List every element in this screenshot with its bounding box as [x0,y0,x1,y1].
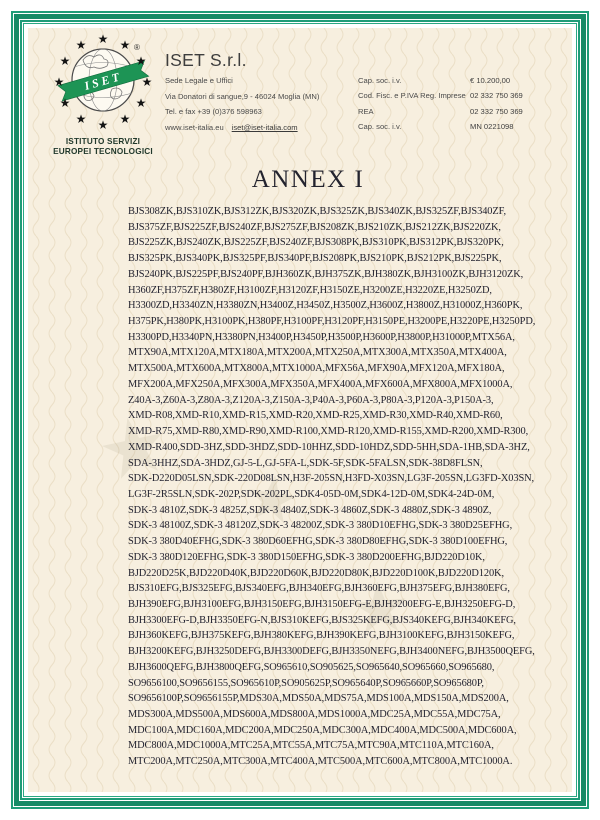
svg-text:★: ★ [75,38,87,52]
address-block [165,76,319,123]
code-line: BJS375ZF,BJS225ZF,BJS240ZF,BJS275ZF,BJS208ZK,BJS210ZK,BJS212ZK,BJS220ZK, [128,221,501,233]
code-line: Z40A-3,Z60A-3,Z80A-3,Z120A-3,Z150A-3,P40A-3,P60A-3,P80A-3,P120A-3,P150A-3, [128,394,494,406]
code-line: SDK-3 48100Z,SDK-3 48120Z,SDK-3 48200Z,SDK-3 380D10EFHG,SDK-3 380D25EFHG, [128,520,513,532]
code-line: XMD-R08,XMD-R10,XMD-R15,XMD-R20,XMD-R25,XMD-R30,XMD-R40,XMD-R60, [128,410,503,422]
code-line: BJS310EFG,BJS325EFG,BJS340EFG,BJH340EFG,BJH360EFG,BJH375EFG,BJH380EFG, [128,583,510,595]
code-line: BJH3600QEFG,BJH3800QEFG,SO965610,SO905625,SO965640,SO965660,SO965680, [128,661,495,673]
web-contact-row [165,123,298,139]
code-line: BJH3300EFG-D,BJH3350EFG-N,BJS310KEFG,BJS325KEFG,BJS340KEFG,BJH340KEFG, [128,614,516,626]
code-line: BJS325PK,BJS340PK,BJS325PF,BJS340PF,BJS208PK,BJS210PK,BJS212PK,BJS225PK, [128,253,502,265]
svg-text:★: ★ [119,112,131,126]
svg-text:★: ★ [59,54,71,68]
svg-text:★: ★ [59,96,71,110]
code-line: MTX90A,MTX120A,MTX180A,MTX200A,MTX250A,MTX300A,MTX350A,MTX400A, [128,347,507,359]
paper-area [28,28,572,792]
code-line: MDS300A,MDS500A,MDS600A,MDS800A,MDS1000A,MDC25A,MDC55A,MDC75A, [128,709,501,720]
registry-value: MN 0221098 [470,122,514,132]
annex-code-list [128,206,572,772]
registry-row [358,107,568,122]
registry-value: 02 332 750 369 [470,91,523,101]
code-line: MTX500A,MTX600A,MTX800A,MTX1000A,MFX56A,MFX90A,MFX120A,MFX180A, [128,363,505,375]
svg-text:★: ★ [75,112,87,126]
address-line: Tel. e fax +39 (0)376 598963 [165,107,262,117]
svg-text:★: ★ [119,38,131,52]
code-line: BJS240PK,BJS225PF,BJS240PF,BJH360ZK,BJH375ZK,BJH380ZK,BJH3100ZK,BJH3120ZK, [128,268,524,280]
logo-caption-line1: ISTITUTO SERVIZI [65,137,141,146]
code-line: BJS225ZK,BJS240ZK,BJS225ZF,BJS240ZF,BJS308PK,BJS310PK,BJS312PK,BJS320PK, [128,237,504,249]
code-line: XMD-R400,SDD-3HZ,SDD-3HDZ,SDD-10HHZ,SDD-10HDZ,SDD-5HH,SDA-1HB,SDA-3HZ, [128,441,530,453]
registry-row [358,76,568,91]
code-line: BJH360KEFG,BJH375KEFG,BJH380KEFG,BJH390KEFG,BJH3100KEFG,BJH3150KEFG, [128,630,515,642]
code-line: SO9656100P,SO9656155P,MDS30A,MDS50A,MDS75A,MDS100A,MDS150A,MDS200A, [128,693,509,705]
registered-mark: ® [134,43,140,52]
registry-table [358,76,568,138]
code-line: SDK-3 4810Z,SDK-3 4825Z,SDK-3 4840Z,SDK-3 4860Z,SDK-3 4880Z,SDK-3 4890Z, [128,504,492,516]
code-line: BJS308ZK,BJS310ZK,BJS312ZK,BJS320ZK,BJS325ZK,BJS340ZK,BJS325ZF,BJS340ZF, [128,206,506,217]
logo-banner-text: ISET [82,68,124,94]
code-line: H3300PD,H3340PN,H3380PN,H3400P,H3450P,H3500P,H3600P,H3800P,H31000P,MTX56A, [128,331,515,343]
code-line: SDA-3HHZ,SDA-3HDZ,GJ-5-L,GJ-5FA-L,SDK-5F,SDK-5FALSN,SDK-38D8FLSN, [128,457,483,469]
code-line: BJH390EFG,BJH3100EFG,BJH3150EFG,BJH3150EFG-E,BJH3200EFG-E,BJH3250EFG-D, [128,598,516,610]
code-line: SDK-D220D05LSN,SDK-220D08LSN,H3F-205SN,H3FD-X03SN,LG3F-205SN,LG3FD-X03SN, [128,473,535,485]
registry-row [358,91,568,106]
svg-text:★: ★ [135,96,147,110]
svg-text:★: ★ [135,54,147,68]
code-line: SO9656100,SO9656155,SO965610P,SO905625P,SO965640P,SO965660P,SO965680P, [128,677,484,689]
address-line: Sede Legale e Uffici [165,76,233,85]
website-text: www.iset-italia.eu [165,123,224,132]
code-line: SDK-3 380D40EFHG,SDK-3 380D60EFHG,SDK-3 380D80EFHG,SDK-3 380D100EFHG, [128,536,508,548]
svg-text:★: ★ [53,75,65,89]
code-line: MDC100A,MDC160A,MDC200A,MDC250A,MDC300A,MDC400A,MDC500A,MDC600A, [128,724,517,736]
code-line: H3300ZD,H3340ZN,H3380ZN,H3400Z,H3450Z,H3500Z,H3600Z,H3800Z,H31000Z,H360PK, [128,300,523,312]
registry-label: REA [358,106,374,116]
registry-value: 02 332 750 369 [470,106,523,116]
code-line: LG3F-2R5SLN,SDK-202P,SDK-202PL,SDK4-05D-0M,SDK4-12D-0M,SDK4-24D-0M, [128,488,495,500]
code-line: MDC800A,MDC1000A,MTC25A,MTC55A,MTC75A,MTC90A,MTC110A,MTC160A, [128,740,494,752]
svg-text:★: ★ [141,75,153,89]
code-line: MFX200A,MFX250A,MFX300A,MFX350A,MFX400A,MFX600A,MFX800A,MFX1000A, [128,378,513,390]
registry-label: Cod. Fisc. e P.IVA Reg. Imprese [358,91,466,101]
logo-caption-line2: EUROPEI TECNOLOGICI [53,147,153,156]
annex-title: ANNEX I [251,166,365,193]
svg-text:★: ★ [97,34,109,46]
code-line: H375PK,H380PK,H3100PK,H380PF,H3100PF,H3120PF,H3150PE,H3200PE,H3220PE,H3250PD, [128,316,536,328]
iset-logo [46,34,160,158]
email-link[interactable]: iset@iset-italia.com [231,123,298,132]
address-line: Via Donatori di sangue,9 - 46024 Moglia (MN) [165,91,320,101]
registry-row [358,122,568,137]
code-line: MTC200A,MTC250A,MTC300A,MTC400A,MTC500A,MTC600A,MTC800A,MTC1000A. [128,756,513,768]
certificate-frame [11,11,589,809]
registry-value: € 10.200,00 [470,76,511,85]
registry-label: Cap. soc. i.v. [358,76,402,85]
code-line: SDK-3 380D120EFHG,SDK-3 380D150EFHG,SDK-3 380D200EFHG,BJD220D10K, [128,551,485,563]
company-name: ISET S.r.l. [165,50,247,70]
code-line: H360ZF,H375ZF,H380ZF,H3100ZF,H3120ZF,H3150ZE,H3200ZE,H3220ZE,H3250ZD, [128,284,492,296]
svg-text:★: ★ [97,118,109,132]
code-line: XMD-R75,XMD-R80,XMD-R90,XMD-R100,XMD-R120,XMD-R155,XMD-R200,XMD-R300, [128,426,529,438]
registry-label: Cap. soc. i.v. [358,122,402,132]
code-line: BJH3200KEFG,BJH3250DEFG,BJH3300DEFG,BJH3350NEFG,BJH3400NEFG,BJH3500QEFG, [128,646,535,658]
code-line: BJD220D25K,BJD220D40K,BJD220D60K,BJD220D80K,BJD220D100K,BJD220D120K, [128,567,504,579]
